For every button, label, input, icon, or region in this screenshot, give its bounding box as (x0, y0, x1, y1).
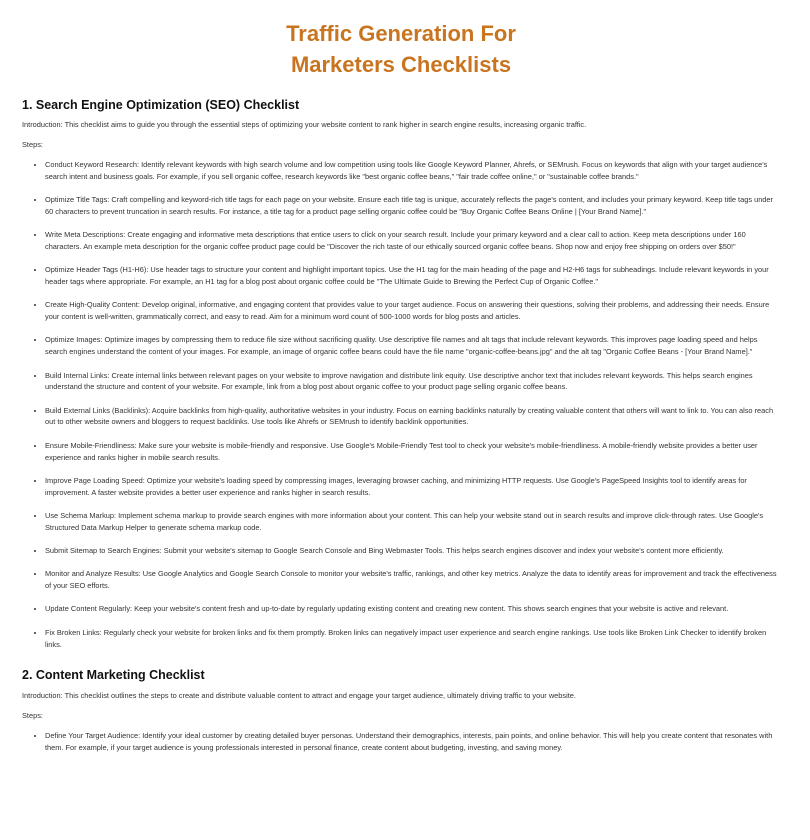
list-item: • Optimize Images: Optimize images by compressing them to reduce file size without sacrificing quality. Use descriptive file names and alt tags that include relevant keywords. This improves page loading speed and helps search engines understand the content of your images. For example, an image of organic coffee beans could have the file name "organic-coffee-beans.jpg" and the alt tag "Organic Coffee Beans - [Your Brand Name]." (45, 334, 780, 358)
section-heading: 1. Search Engine Optimization (SEO) Checklist (22, 98, 300, 112)
steps-label: Steps: (22, 711, 43, 721)
list-item: • Improve Page Loading Speed: Optimize your website's loading speed by compressing images, leveraging browser caching, and minimizing HTTP requests. Use Google's PageSpeed Insights tool to identify areas for improvement. A faster website provides a better user experience and ranks higher in search results. (45, 475, 780, 499)
steps-label: Steps: (22, 140, 43, 149)
section-intro: Introduction: This checklist aims to guide you through the essential steps of optimizing your website content to rank higher in search engine results, increasing organic traffic. (22, 120, 587, 129)
list-item: • Ensure Mobile-Friendliness: Make sure your website is mobile-friendly and responsive. Use Google's Mobile-Friendly Test tool to check your website's mobile-friendliness. A mobile-friendly website provides a better user experience and ranks higher in mobile search results. (45, 440, 780, 464)
page-title (22, 18, 780, 80)
list-item: • Optimize Header Tags (H1-H6): Use header tags to structure your content and highlight important topics. Use the H1 tag for the main heading of the page and H2-H6 tags for subheadings. Include relevant keywords in your header tags where appropriate. For example, an H1 tag for a blog post about organic coffee could be "The Ultimate Guide to Brewing the Perfect Cup of Organic Coffee." (45, 264, 780, 288)
list-item: • Fix Broken Links: Regularly check your website for broken links and fix them promptly. Broken links can negatively impact user experience and search engine rankings. Use tools like Broken Link Checker to identify broken links. (45, 627, 780, 651)
list-item: • Create High-Quality Content: Develop original, informative, and engaging content that provides value to your target audience. Focus on answering their questions, solving their problems, and addressing their needs. Ensure your content is well-written, grammatically correct, and easy to read. Aim for a minimum word count of 500-1000 words for blog posts and articles. (45, 299, 780, 323)
list-item: • Conduct Keyword Research: Identify relevant keywords with high search volume and low competition using tools like Google Keyword Planner, Ahrefs, or SEMrush. Focus on keywords that align with your target audience's search intent and business goals. For example, if you sell organic coffee, research keywords like "best organic coffee beans," "fair trade coffee online," or "sustainable coffee brands." (45, 159, 780, 183)
list-item: • Use Schema Markup: Implement schema markup to provide search engines with more information about your content. This can help your website stand out in search results and improve click-through rates. Use Google's Structured Data Markup Helper to generate schema markup code. (45, 510, 780, 534)
list-item: • Optimize Title Tags: Craft compelling and keyword-rich title tags for each page on your website. Ensure each title tag is unique, accurately reflects the page's content, and includes your primary keyword. Keep title tags under 60 characters to prevent truncation in search results. For instance, a title tag for a product page selling organic coffee could be "Buy Organic Coffee Beans Online | [Your Brand Name]." (45, 194, 780, 218)
title-line-1: Traffic Generation For (286, 21, 516, 46)
seo-section (22, 98, 780, 650)
title-line-2: Marketers Checklists (290, 52, 512, 77)
list-item: • Build External Links (Backlinks): Acquire backlinks from high-quality, authoritative websites in your industry. Focus on earning backlinks naturally by creating valuable content that others will want to link to. You can also reach out to other website owners and bloggers to request backlinks. Use tools like Ahrefs or SEMrush to identify backlink opportunities. (45, 405, 780, 429)
list-item: • Monitor and Analyze Results: Use Google Analytics and Google Search Console to monitor your website's traffic, rankings, and other key metrics. Analyze the data to identify areas for improvement and track the effectiveness of your SEO efforts. (45, 568, 780, 592)
list-item: • Submit Sitemap to Search Engines: Submit your website's sitemap to Google Search Console and Bing Webmaster Tools. This helps search engines discover and index your website's content more efficiently. (45, 545, 780, 557)
list-item: • Build Internal Links: Create internal links between relevant pages on your website to improve navigation and distribute link equity. Use descriptive anchor text that includes relevant keywords. This helps search engines understand the structure and content of your website. For example, link from a blog post about organic coffee to your product page selling organic coffee beans. (45, 370, 780, 394)
list-item: • Write Meta Descriptions: Create engaging and informative meta descriptions that entice users to click on your search result. Include your primary keyword and a clear call to action. Keep meta descriptions under 160 characters. An example meta description for the organic coffee product page could be "Discover the rich taste of our ethically sourced organic coffee beans. Shop now and enjoy free shipping on orders over $50!" (45, 229, 780, 253)
section-intro: Introduction: This checklist outlines the steps to create and distribute valuable content to attract and engage your target audience, ultimately driving traffic to your website. (22, 691, 576, 701)
steps-list (22, 730, 780, 754)
content-marketing-section (22, 668, 780, 754)
steps-list (22, 159, 780, 650)
section-heading: 2. Content Marketing Checklist (22, 668, 205, 683)
list-item: • Define Your Target Audience: Identify your ideal customer by creating detailed buyer personas. Understand their demographics, interests, pain points, and online behavior. This will help you create content that resonates with them. For example, if your target audience is young professionals interested in personal finance, create content about budgeting, investing, and saving money. (45, 730, 780, 754)
list-item: • Update Content Regularly: Keep your website's content fresh and up-to-date by regularly updating existing content and creating new content. This shows search engines that your website is active and relevant. (45, 603, 780, 615)
